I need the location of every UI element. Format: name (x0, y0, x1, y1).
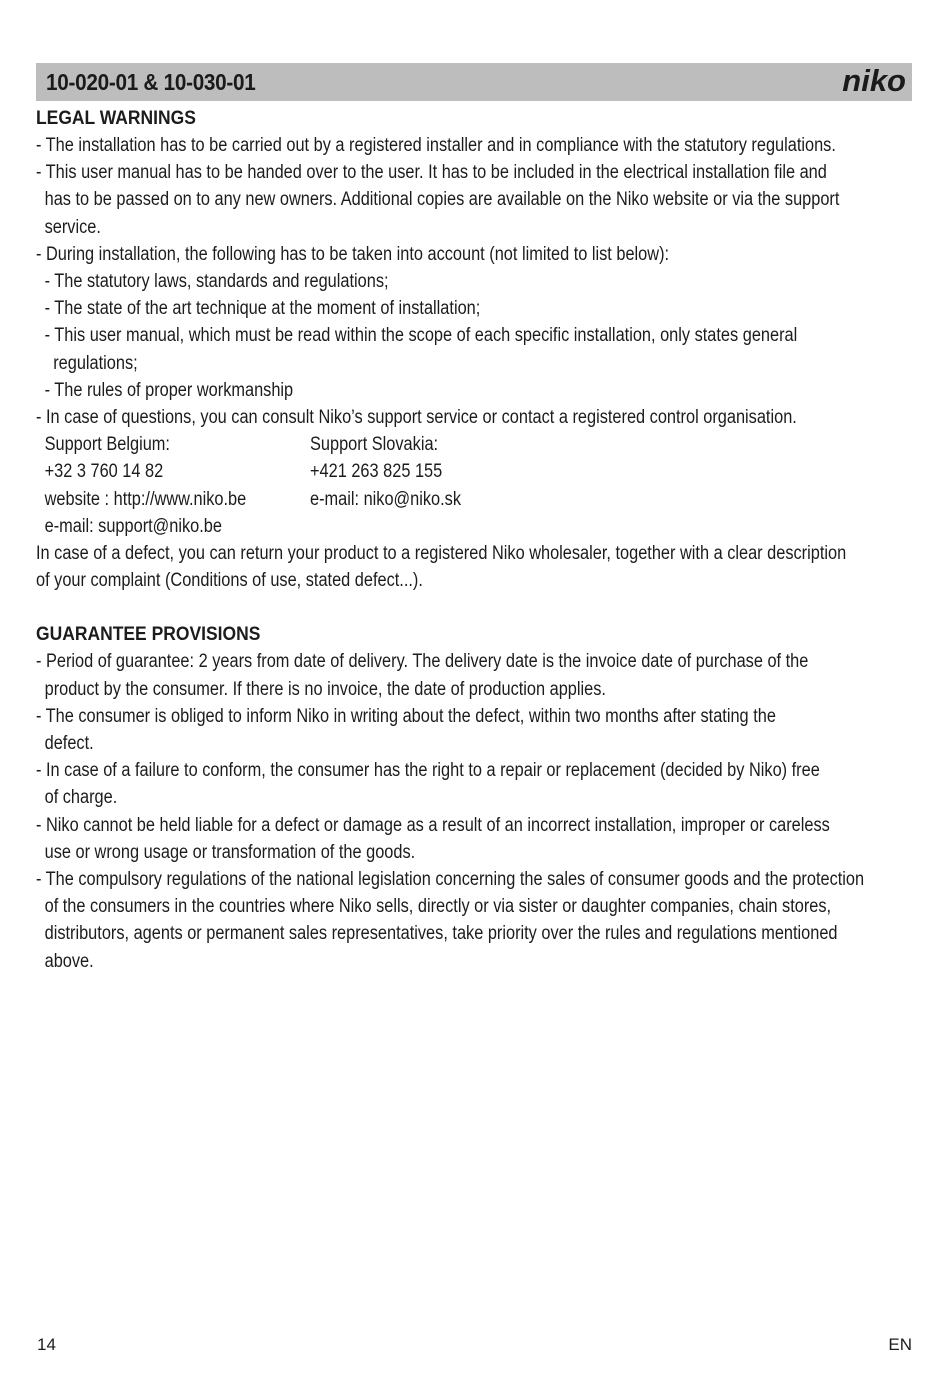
guarantee-line: - The consumer is obliged to inform Niko in writing about the defect, within two months after stating the (36, 705, 776, 727)
guarantee-provisions-heading: GUARANTEE PROVISIONS (36, 624, 261, 646)
support-contacts (36, 431, 912, 540)
support-belgium-email: e-mail: support@niko.be (44, 515, 222, 537)
guarantee-line: - Period of guarantee: 2 years from date of delivery. The delivery date is the invoice date of purchase of the (36, 651, 809, 673)
support-belgium-label: Support Belgium: (44, 434, 170, 456)
guarantee-line: of charge. (44, 787, 118, 809)
legal-line: - The statutory laws, standards and regulations; (44, 271, 389, 293)
guarantee-line: of the consumers in the countries where Niko sells, directly or via sister or daughter companies, chain stores, (44, 896, 832, 918)
legal-line: - The rules of proper workmanship (44, 379, 294, 401)
guarantee-line: - Niko cannot be held liable for a defect or damage as a result of an incorrect installation, improper or careless (36, 814, 830, 836)
defect-line: In case of a defect, you can return your product to a registered Niko wholesaler, together with a clear description (36, 543, 847, 565)
legal-line: has to be passed on to any new owners. Additional copies are available on the Niko website or via the support (44, 189, 840, 211)
guarantee-line: use or wrong usage or transformation of the goods. (44, 841, 416, 863)
legal-warnings-heading: LEGAL WARNINGS (36, 108, 196, 129)
guarantee-line: defect. (44, 733, 94, 755)
document-body (36, 105, 912, 975)
guarantee-line: above. (44, 950, 94, 972)
legal-line: - This user manual, which must be read within the scope of each specific installation, only states general (44, 325, 798, 347)
legal-line: - The installation has to be carried out by a registered installer and in compliance with the statutory regulations. (36, 135, 836, 156)
guarantee-line: - In case of a failure to conform, the consumer has the right to a repair or replacement (decided by Niko) free (36, 760, 820, 782)
product-codes-title: 10-020-01 & 10-030-01 (46, 69, 256, 95)
language-code: EN (888, 1335, 912, 1354)
guarantee-line: - The compulsory regulations of the national legislation concerning the sales of consumer goods and the protection (36, 869, 865, 891)
legal-line: - This user manual has to be handed over to the user. It has to be included in the electrical installation file and (36, 162, 827, 184)
support-belgium-phone: +32 3 760 14 82 (44, 461, 164, 483)
support-slovakia-email: e-mail: niko@niko.sk (310, 488, 461, 510)
niko-logo: niko (842, 63, 906, 98)
guarantee-line: product by the consumer. If there is no invoice, the date of production applies. (44, 678, 606, 700)
support-slovakia-label: Support Slovakia: (310, 434, 439, 456)
support-slovakia (310, 431, 610, 540)
legal-line: - During installation, the following has to be taken into account (not limited to list below): (36, 243, 670, 265)
page-number: 14 (37, 1335, 56, 1354)
support-belgium-website: website : http://www.niko.be (44, 488, 247, 510)
legal-line: - In case of questions, you can consult Niko’s support service or contact a registered control organisation. (36, 407, 797, 429)
guarantee-line: distributors, agents or permanent sales representatives, take priority over the rules and regulations mentioned (44, 923, 838, 945)
defect-line: of your complaint (Conditions of use, stated defect...). (36, 570, 423, 592)
support-belgium (36, 431, 310, 540)
document-header (36, 63, 912, 101)
support-slovakia-phone: +421 263 825 155 (310, 461, 443, 483)
legal-line: service. (44, 216, 101, 238)
legal-line: - The state of the art technique at the moment of installation; (44, 298, 481, 320)
legal-line: regulations; (53, 352, 138, 374)
